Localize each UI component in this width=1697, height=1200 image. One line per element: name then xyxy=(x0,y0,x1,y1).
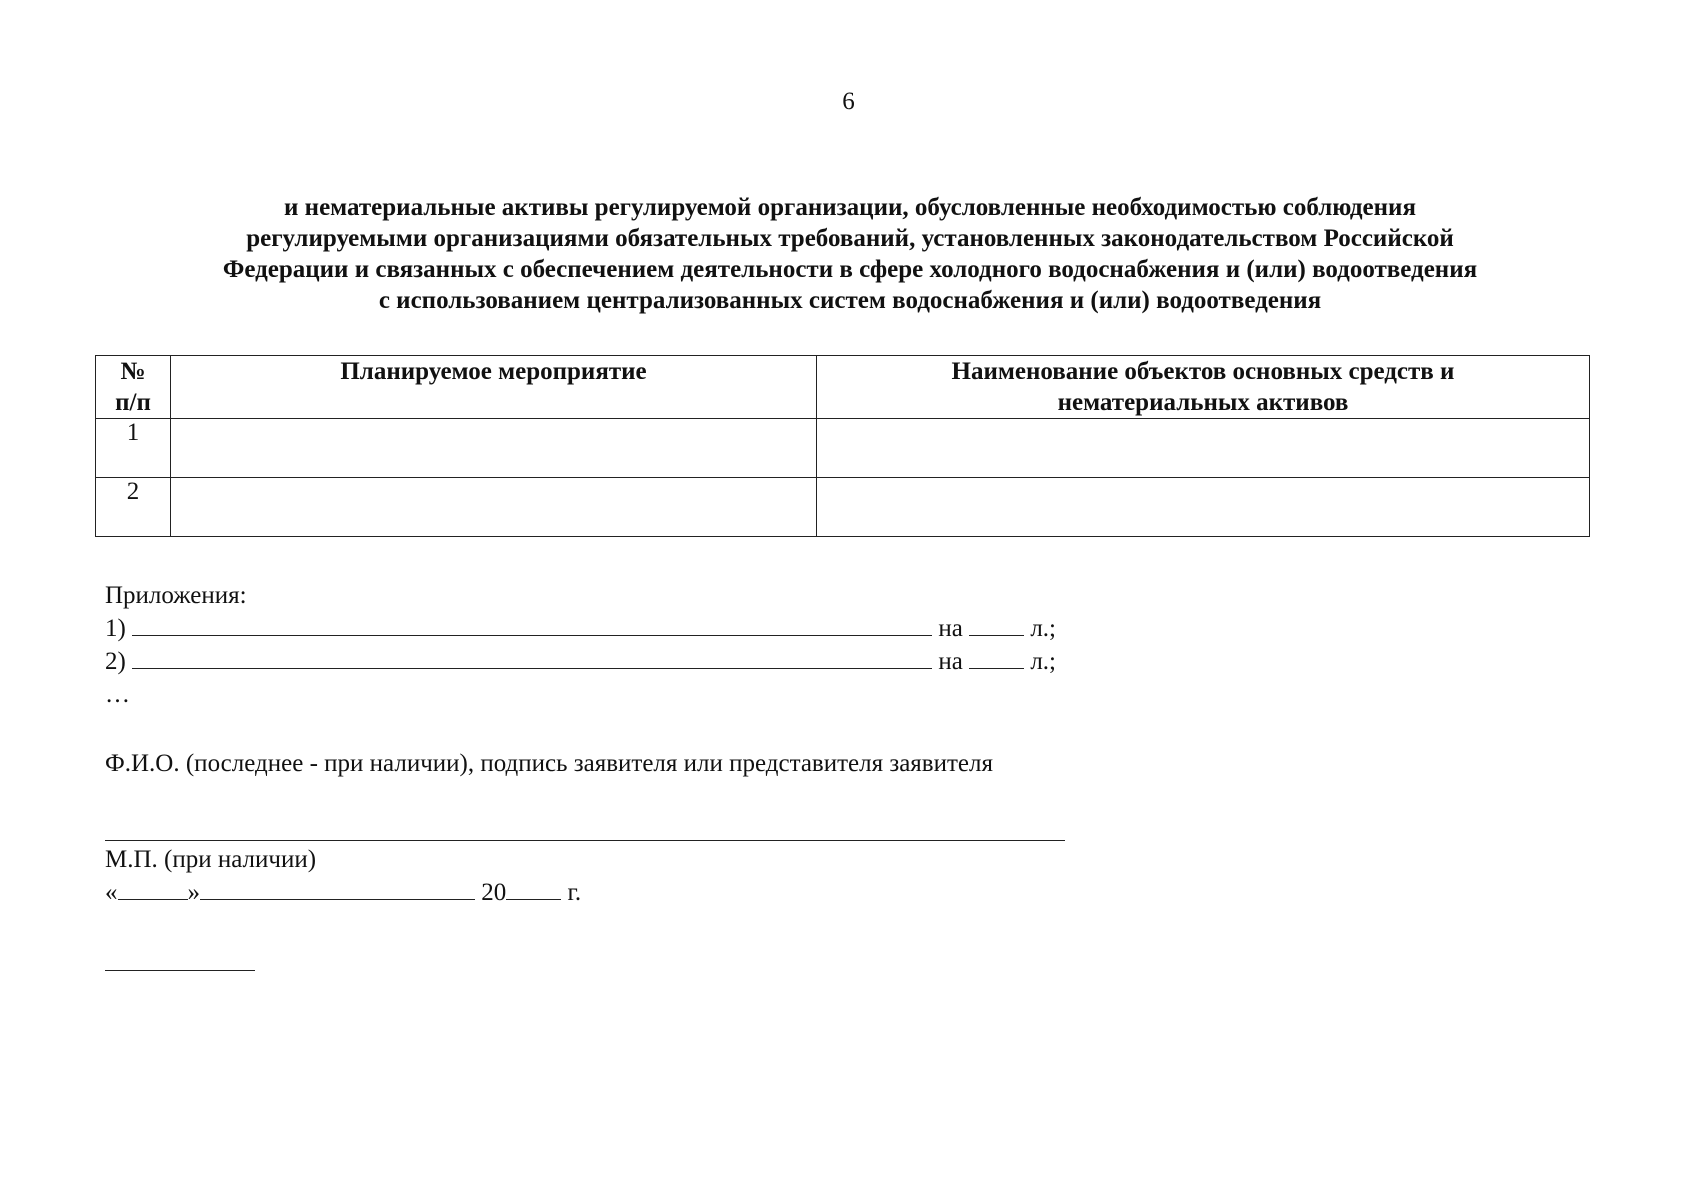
heading-line-1: и нематериальные активы регулируемой организации, обусловленные необходимостью соблюдения xyxy=(284,194,1416,221)
heading-line-3: Федерации и связанных с обеспечением деятельности в сфере холодного водоснабжения и (или) водоотведения xyxy=(222,256,1478,283)
appendix-item-1-sheets: л.; xyxy=(1030,615,1056,642)
appendix-item-1-field[interactable] xyxy=(132,613,932,636)
heading-line-2: регулируемыми организациями обязательных требований, установленных законодательством Российской xyxy=(246,225,1454,252)
column-header-number xyxy=(96,356,171,419)
date-day-field[interactable] xyxy=(118,877,188,900)
row-number-cell: 1 xyxy=(96,419,171,478)
signature-line[interactable] xyxy=(105,840,1065,841)
column-header-event: Планируемое мероприятие xyxy=(171,356,817,419)
date-open-quote: « xyxy=(105,879,118,906)
appendix-item-2 xyxy=(105,646,1056,679)
appendix-item-1-on: на xyxy=(938,615,963,642)
appendix-item-2-field[interactable] xyxy=(132,646,932,669)
date-year-field[interactable] xyxy=(506,877,561,900)
stamp-label: М.П. (при наличии) xyxy=(105,846,317,873)
row-number-cell: 2 xyxy=(96,478,171,537)
column-header-number-line2: п/п xyxy=(115,389,151,416)
date-year-prefix: 20 xyxy=(481,879,507,906)
column-header-object-line1: Наименование объектов основных средств и xyxy=(951,358,1455,385)
column-header-object xyxy=(817,356,1590,419)
table-header-row xyxy=(96,356,1590,419)
date-month-field[interactable] xyxy=(200,877,475,900)
measures-table xyxy=(95,355,1590,537)
table-row xyxy=(96,478,1590,537)
date-year-suffix: г. xyxy=(567,879,582,906)
appendix-item-1 xyxy=(105,613,1056,646)
date-row xyxy=(105,876,581,909)
row-object-cell[interactable] xyxy=(817,478,1590,537)
column-header-number-line1: № xyxy=(120,358,146,385)
appendix-section xyxy=(105,580,1056,712)
signature-label: Ф.И.О. (последнее - при наличии), подпись заявителя или представителя заявителя xyxy=(105,750,993,777)
row-event-cell[interactable] xyxy=(171,478,817,537)
footnote-separator xyxy=(105,970,255,971)
row-object-cell[interactable] xyxy=(817,419,1590,478)
appendix-item-2-on: на xyxy=(938,648,963,675)
heading-line-4: с использованием централизованных систем водоснабжения и (или) водоотведения xyxy=(378,287,1322,314)
document-heading xyxy=(120,192,1580,316)
table-row xyxy=(96,419,1590,478)
page-number: 6 xyxy=(842,88,855,115)
appendix-title: Приложения: xyxy=(105,582,247,609)
stamp-block xyxy=(105,843,581,909)
appendix-item-1-sheets-field[interactable] xyxy=(969,613,1024,636)
row-event-cell[interactable] xyxy=(171,419,817,478)
appendix-item-2-number: 2) xyxy=(105,648,126,675)
appendix-item-2-sheets-field[interactable] xyxy=(969,646,1024,669)
column-header-object-line2: нематериальных активов xyxy=(1057,389,1349,416)
appendix-ellipsis: … xyxy=(105,681,130,708)
date-close-quote: » xyxy=(187,879,200,906)
appendix-item-2-sheets: л.; xyxy=(1030,648,1056,675)
appendix-item-1-number: 1) xyxy=(105,615,126,642)
